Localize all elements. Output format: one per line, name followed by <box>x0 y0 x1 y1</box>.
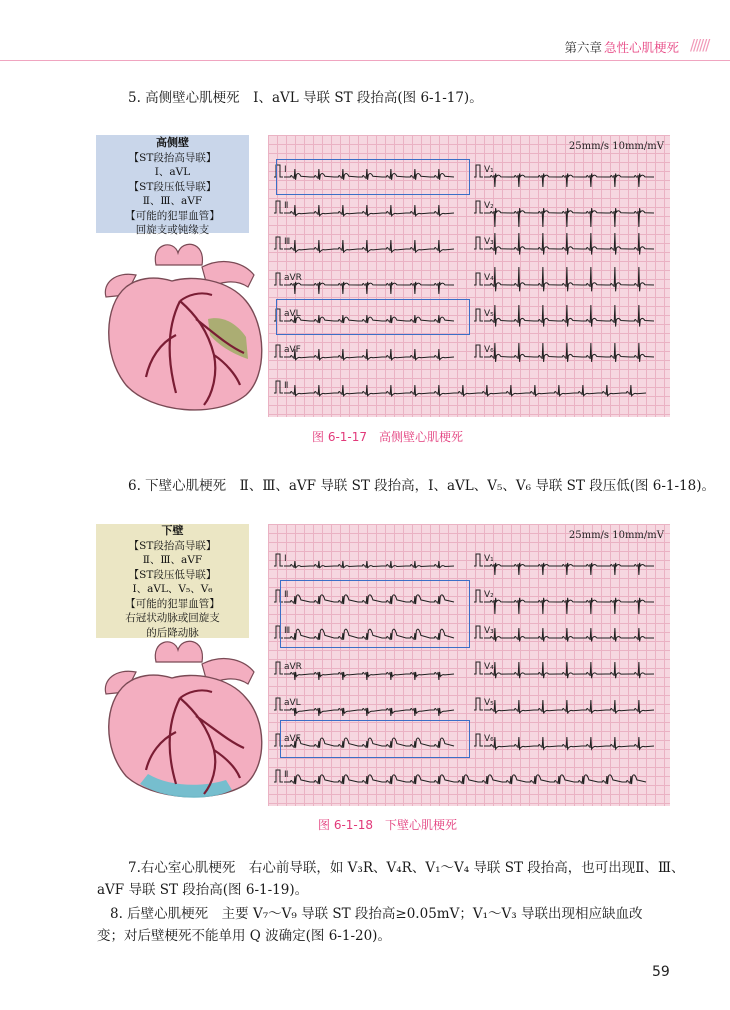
info-line: 【可能的犯罪血管】 <box>125 597 220 610</box>
lead-label: aVL <box>284 698 301 708</box>
calibration-pulse <box>274 345 283 357</box>
ecg-trace-precordial-lead <box>484 305 654 327</box>
calibration-pulse <box>274 237 283 249</box>
section-6-paragraph <box>128 476 715 496</box>
ecg-trace-precordial-lead <box>484 700 654 714</box>
calibration-pulse <box>474 662 483 674</box>
info-line: 回旋支或钝缘支 <box>135 224 210 236</box>
lead-label: V₁ <box>484 165 494 175</box>
highlight-box-lead-aVL <box>276 299 470 335</box>
lead-label: aVF <box>284 734 301 744</box>
calibration-pulse <box>474 734 483 746</box>
lead-label: V₆ <box>484 345 494 355</box>
calibration-pulse <box>474 273 483 285</box>
figure-6-1-17 <box>96 135 670 417</box>
ecg-trace-limb-lead <box>284 708 454 716</box>
lead-label: V₂ <box>484 201 494 211</box>
heart-illustration <box>96 634 268 806</box>
lead-label: V₂ <box>484 590 494 600</box>
ecg-trace-precordial-lead <box>484 208 654 227</box>
section-8-line-1: 8. 后壁心肌梗死 主要 V₇～V₉ 导联 ST 段抬高≥0.05mV；V₁～V₃ 导联出现相应缺血改 <box>110 906 643 922</box>
page-number: 59 <box>652 964 670 980</box>
info-title: 高侧壁 <box>156 136 189 149</box>
info-box <box>96 524 249 638</box>
ecg-trace-limb-lead <box>284 561 454 568</box>
ecg-trace-precordial-lead <box>484 174 654 188</box>
ecg-trace-precordial-lead <box>484 628 654 642</box>
highlight-box-lead-I <box>276 159 470 195</box>
calibration-pulse <box>474 626 483 638</box>
info-line: Ⅱ、Ⅲ、aVF <box>142 554 203 566</box>
info-line: 【ST段压低导联】 <box>128 180 217 193</box>
info-line: 【ST段抬高导联】 <box>128 151 217 164</box>
info-line: Ⅰ、aVL、V₅、V₆ <box>132 583 213 595</box>
section-6-text: Ⅱ、Ⅲ、aVF 导联 ST 段抬高，Ⅰ、aVL、V₅、V₆ 导联 ST 段压低(图 6-1-18)。 <box>239 478 716 494</box>
section-8-line-2: 变；对后壁梗死不能单用 Q 波确定(图 6-1-20)。 <box>97 928 391 944</box>
info-line: 【ST段压低导联】 <box>128 568 217 581</box>
ecg-trace-precordial-lead <box>484 343 654 362</box>
highlight-box-leads-II-III <box>280 580 470 648</box>
lead-label: aVR <box>284 662 302 672</box>
lead-label: Ⅰ <box>284 165 287 175</box>
chapter-label: 第六章 <box>564 40 602 55</box>
ecg-trace-limb-lead <box>284 282 454 294</box>
section-5-heading: 5. 高侧壁心肌梗死 <box>128 90 240 106</box>
figure-6-1-18-caption: 图 6-1-18 下壁心肌梗死 <box>318 818 458 832</box>
lead-label: Ⅲ <box>284 237 291 247</box>
ecg-trace-precordial-lead <box>484 598 654 614</box>
ecg-trace-limb-lead <box>284 385 646 396</box>
heart-illustration <box>96 235 268 417</box>
info-box <box>96 135 249 236</box>
calibration-pulse <box>274 662 283 674</box>
lead-label: V₄ <box>484 273 494 283</box>
figure-6-1-17-caption: 图 6-1-17 高侧壁心肌梗死 <box>312 430 464 444</box>
lead-label: V₆ <box>484 734 494 744</box>
lead-label: aVR <box>284 273 302 283</box>
ecg-speed-label: 25mm/s 10mm/mV <box>568 141 664 152</box>
calibration-pulse <box>274 273 283 285</box>
highlight-box-lead-aVF <box>280 720 470 758</box>
calibration-pulse <box>474 237 483 249</box>
ecg-trace-limb-lead <box>284 349 454 360</box>
lead-label: V₅ <box>484 309 494 319</box>
section-7-line-1: 7.右心室心肌梗死 右心前导联，如 V₃R、V₄R、V₁～V₄ 导联 ST 段抬高，也可出现Ⅱ、Ⅲ、 <box>128 860 685 876</box>
lead-label: V₃ <box>484 626 494 636</box>
figure-6-1-18 <box>96 524 670 806</box>
info-title: 下壁 <box>161 524 184 537</box>
ecg-trace-precordial-lead <box>484 267 654 291</box>
ecg-trace-precordial-lead <box>484 563 654 575</box>
lead-label: aVL <box>284 309 301 319</box>
calibration-pulse <box>274 381 283 393</box>
lead-label: Ⅱ <box>284 381 289 391</box>
calibration-pulse <box>474 165 483 177</box>
lead-label: Ⅱ <box>284 770 289 780</box>
header-rule <box>0 60 730 61</box>
ecg-trace-limb-lead <box>284 205 454 216</box>
section-6-heading: 6. 下壁心肌梗死 <box>128 478 227 494</box>
info-line: Ⅱ、Ⅲ、aVF <box>142 195 203 207</box>
ecg-panel <box>268 524 670 806</box>
chapter-title: 急性心肌梗死 <box>604 40 680 55</box>
lead-label: V₅ <box>484 698 494 708</box>
ecg-trace-precordial-lead <box>484 662 654 678</box>
lead-label: V₄ <box>484 662 494 672</box>
lead-label: V₁ <box>484 554 494 564</box>
calibration-pulse <box>274 770 283 782</box>
ecg-trace-precordial-lead <box>484 233 654 255</box>
lead-label: aVF <box>284 345 301 355</box>
calibration-pulse <box>474 345 483 357</box>
calibration-pulse <box>274 554 283 566</box>
info-line: 的后降动脉 <box>146 626 199 639</box>
calibration-pulse <box>474 698 483 710</box>
calibration-pulse <box>474 201 483 213</box>
lead-label: Ⅲ <box>284 626 291 636</box>
lead-label: Ⅱ <box>284 201 289 211</box>
ecg-panel <box>268 135 670 417</box>
header-decoration: ////// <box>690 36 709 54</box>
ecg-trace-limb-lead <box>284 240 454 252</box>
calibration-pulse <box>474 590 483 602</box>
ecg-trace-limb-lead <box>284 672 454 680</box>
lead-label: V₃ <box>484 237 494 247</box>
info-line: 【可能的犯罪血管】 <box>125 209 220 222</box>
ecg-trace-precordial-lead <box>484 737 654 749</box>
ecg-tracings <box>268 524 670 806</box>
ecg-speed-label: 25mm/s 10mm/mV <box>568 530 664 541</box>
ecg-trace-limb-lead <box>284 775 646 784</box>
section-5-paragraph <box>128 88 483 108</box>
section-5-text: Ⅰ、aVL 导联 ST 段抬高(图 6-1-17)。 <box>253 90 483 106</box>
info-line: Ⅰ、aVL <box>154 166 191 178</box>
calibration-pulse <box>474 554 483 566</box>
calibration-pulse <box>274 201 283 213</box>
lead-label: Ⅱ <box>284 590 289 600</box>
calibration-pulse <box>474 309 483 321</box>
calibration-pulse <box>274 698 283 710</box>
lead-label: Ⅰ <box>284 554 287 564</box>
section-7-line-2: aVF 导联 ST 段抬高(图 6-1-19)。 <box>97 882 309 898</box>
info-line: 右冠状动脉或回旋支 <box>125 612 220 624</box>
info-line: 【ST段抬高导联】 <box>128 539 217 552</box>
